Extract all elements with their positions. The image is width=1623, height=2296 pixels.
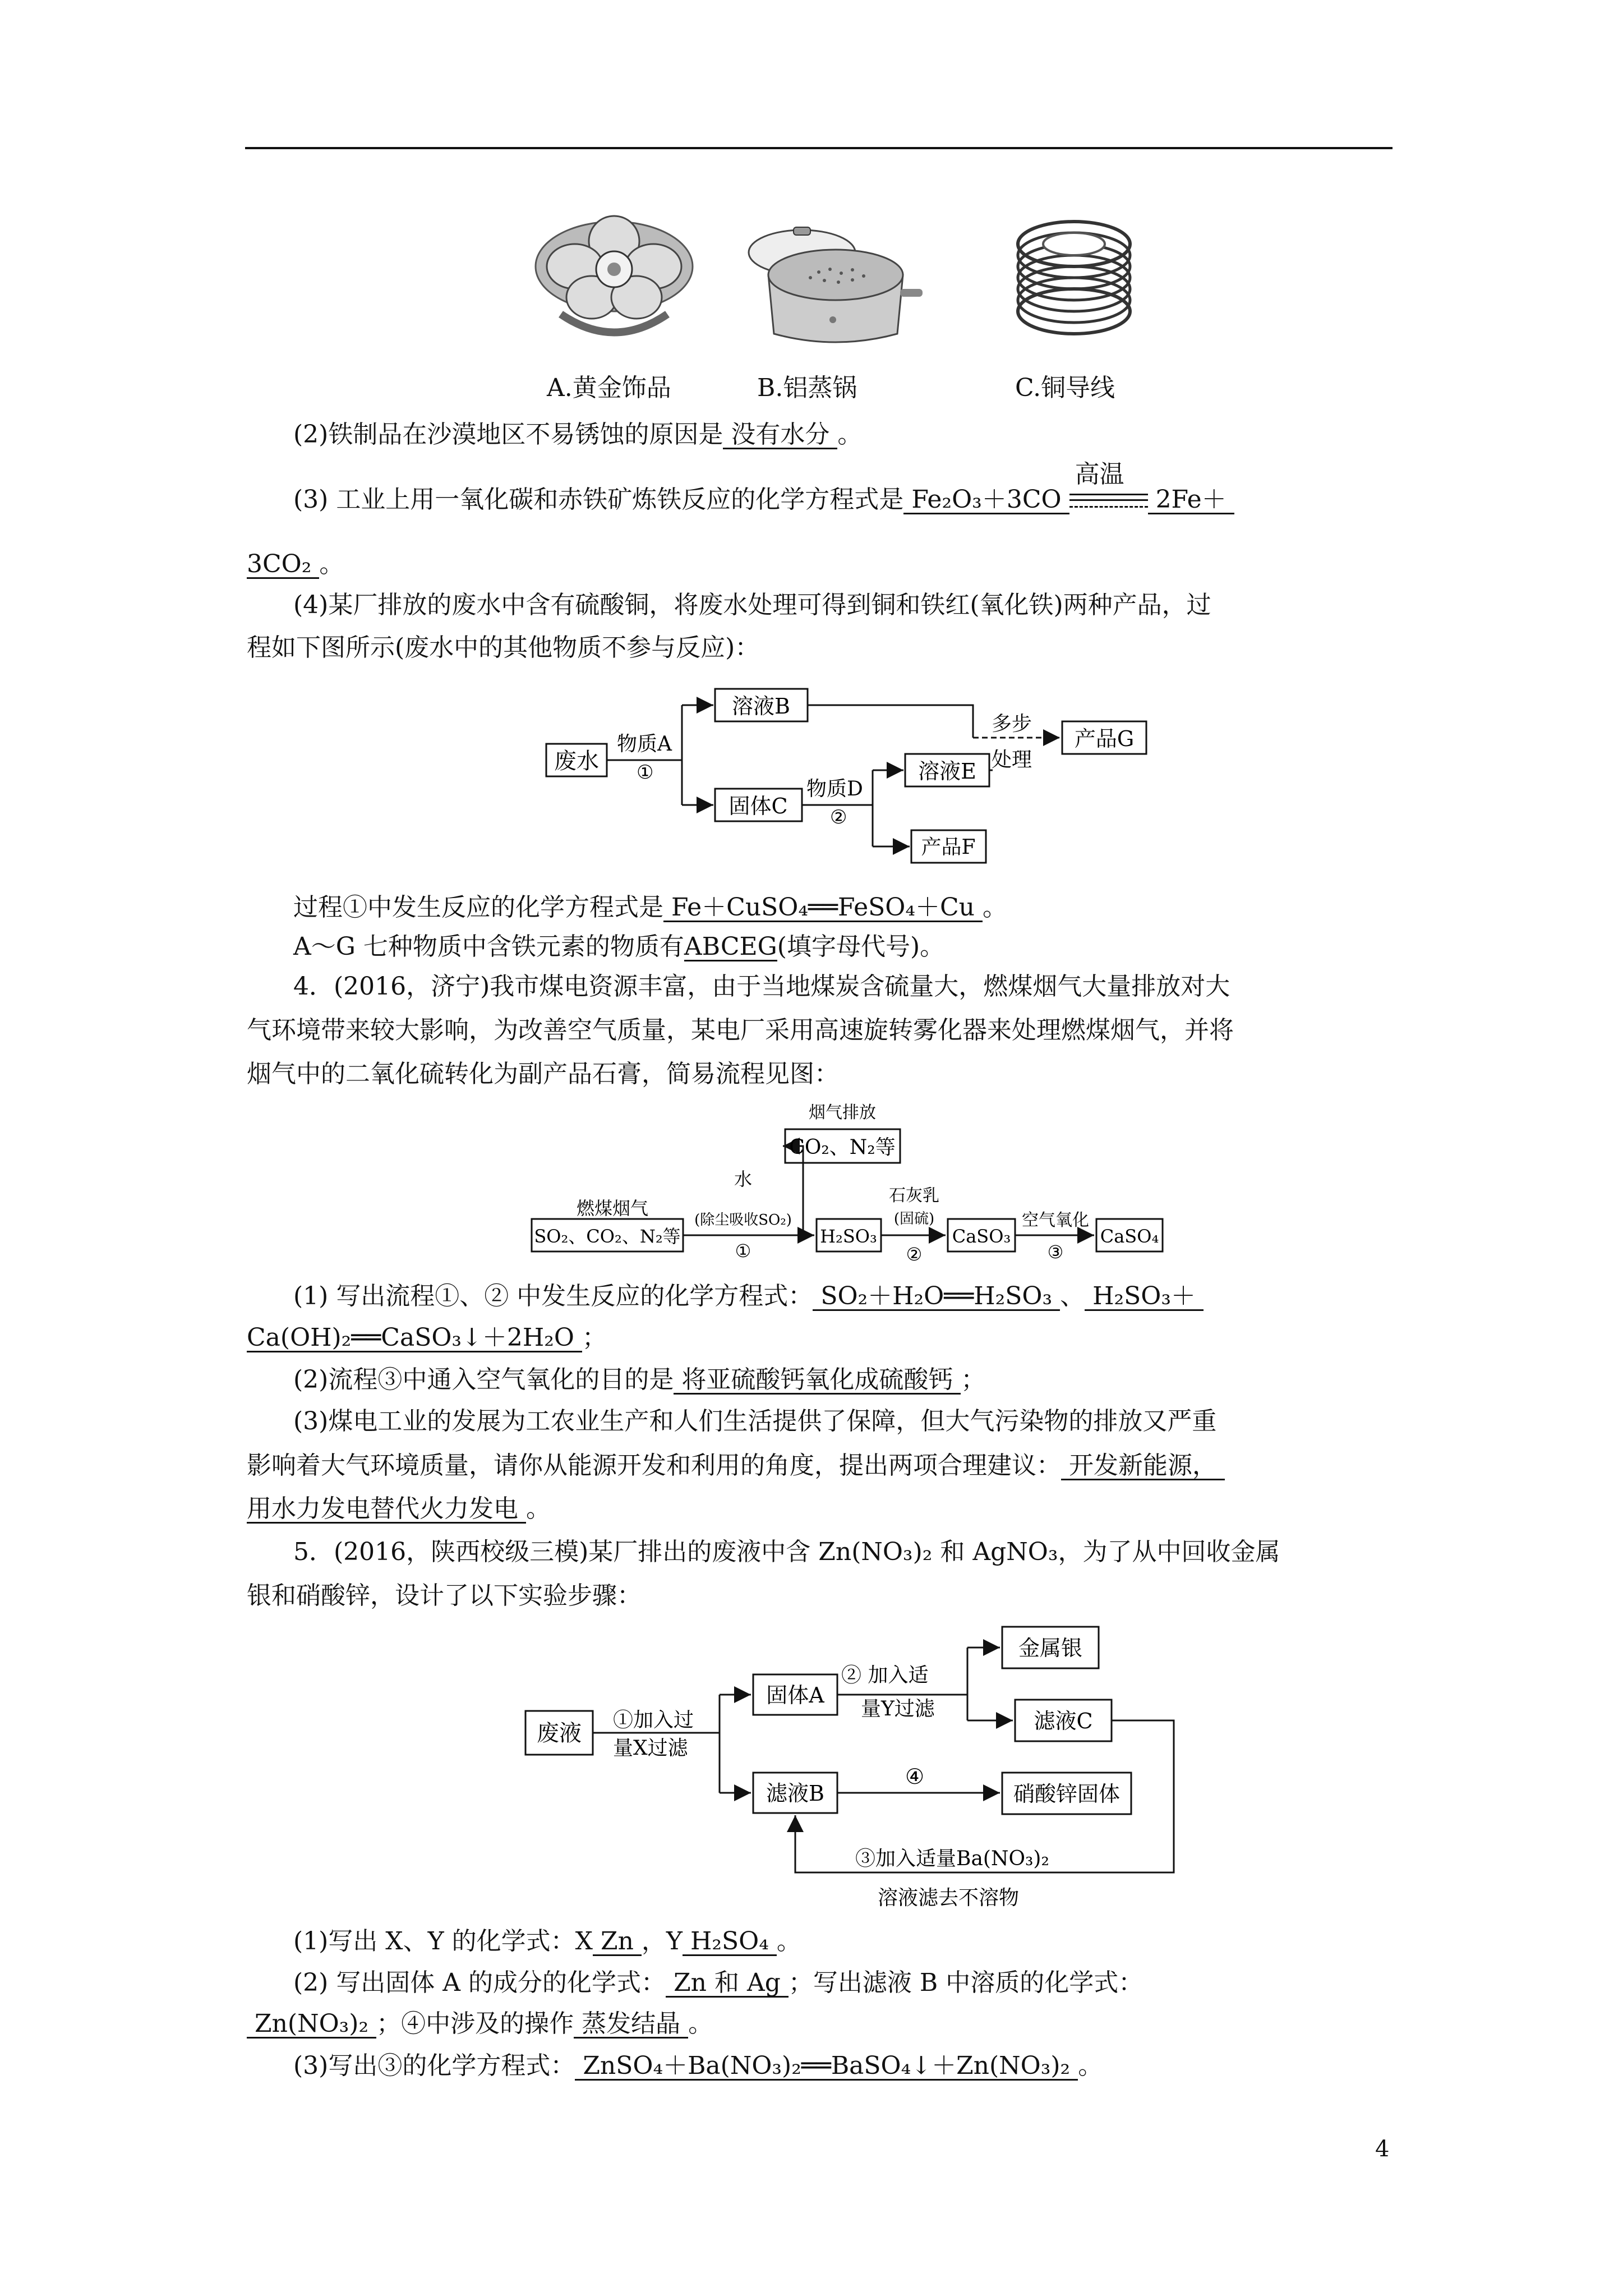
q3-p2-end: 。: [837, 420, 863, 449]
q3-part4-line2: 程如下图所示(废水中的其他物质不参与反应)：: [247, 633, 760, 662]
q3-iron-text: A～G 七种物质中含铁元素的物质有: [293, 932, 684, 961]
label-zinc-nitrate: 硝酸锌固体: [1013, 1782, 1121, 1806]
label-solution-b: 溶液B: [732, 694, 790, 719]
q5-part1: [293, 1929, 801, 1956]
label-step1-b: 量X过滤: [613, 1737, 688, 1760]
condition-label: 高温: [1075, 459, 1124, 489]
q4-p3-answer-a: 开发新能源，: [1061, 1453, 1225, 1480]
q5-p2-mid: ；写出滤液 B 中溶质的化学式：: [788, 1968, 1144, 1997]
q4-p1-answer-a: SO₂＋H₂O══H₂SO₃: [813, 1283, 1060, 1311]
q3-iron-substances: [293, 934, 944, 961]
q5-p2-mid2: ；④中涉及的操作: [376, 2009, 574, 2038]
q3-part4-line1: (4)某厂排放的废水中含有硫酸铜，将废水处理可得到铜和铁红(氧化铁)两种产品，过: [293, 591, 1211, 619]
label-product-g: 产品G: [1074, 726, 1135, 751]
label-flue-gas: 燃煤烟气: [577, 1198, 649, 1219]
q4-part1-cont: [247, 1325, 607, 1352]
flue-gas-flow-diagram: [527, 1097, 1172, 1271]
q4-p3-answer-b: 用水力发电替代火力发电: [247, 1496, 526, 1524]
q4-p1-text: (1) 写出流程①、② 中发生反应的化学方程式：: [293, 1282, 813, 1310]
image-a-caption: A.黄金饰品: [547, 374, 671, 402]
q3-p3-answer-b: 2Fe＋: [1148, 487, 1234, 514]
q3-part2: [293, 422, 862, 449]
label-step2: ②: [830, 806, 847, 829]
q4-part3-line2: [247, 1453, 1225, 1480]
label-substance-d: 物质D: [806, 777, 863, 800]
q3-proc-text: 过程①中发生反应的化学方程式是: [293, 893, 663, 922]
label-h2so3: H₂SO₃: [820, 1226, 877, 1247]
waste-liquid-flow-diagram: [519, 1621, 1186, 1913]
label-product-f: 产品F: [921, 836, 976, 859]
q3-p2-answer: 没有水分: [723, 422, 837, 449]
label-step2-a: ② 加入适: [841, 1664, 929, 1687]
q4-p1-answer-b: H₂SO₃＋: [1085, 1283, 1204, 1311]
label-co2-n2: CO₂、N₂等: [789, 1136, 896, 1159]
q3-p3-answer-c: 3CO₂: [247, 551, 319, 579]
reaction-condition: [1069, 459, 1148, 514]
label-lime: 石灰乳: [889, 1186, 939, 1205]
q4-part2: [293, 1367, 985, 1395]
label-input-gases: SO₂、CO₂、N₂等: [534, 1226, 681, 1247]
label-multi: 多步: [992, 712, 1032, 735]
q5-p3-answer: ZnSO₄＋Ba(NO₃)₂══BaSO₄↓＋Zn(NO₃)₂: [575, 2053, 1078, 2081]
image-b-caption: B.铝蒸锅: [757, 374, 857, 402]
q5-p3-end: 。: [1078, 2051, 1103, 2080]
q3-p3-text: (3) 工业上用一氧化碳和赤铁矿炼铁反应的化学方程式是: [293, 485, 904, 514]
label-water: 水: [734, 1168, 753, 1190]
q4-line2: 气环境带来较大影响，为改善空气质量，某电厂采用高速旋转雾化器来处理燃煤烟气，并将: [247, 1016, 1234, 1045]
q3-p3-answer-a: Fe₂O₃＋3CO: [903, 487, 1069, 514]
label-water-note: (除尘吸收SO₂): [694, 1212, 792, 1228]
label-substance-a: 物质A: [617, 733, 672, 756]
q4-line1: 4．(2016，济宁)我市煤电资源丰富，由于当地煤炭含硫量大，燃煤烟气大量排放对大: [293, 972, 1230, 1001]
q5-p2-answer-b: Zn(NO₃)₂: [247, 2011, 376, 2039]
q5-p1-mid: ，Y: [641, 1927, 683, 1955]
q5-p2-answer-c: 蒸发结晶: [574, 2011, 688, 2039]
label-step2-b: 量Y过滤: [861, 1697, 935, 1720]
label-solid-a: 固体A: [766, 1683, 824, 1708]
label-caso3: CaSO₃: [952, 1226, 1011, 1247]
q3-proc-answer: Fe＋CuSO₄══FeSO₄＋Cu: [663, 895, 983, 922]
label-step3: ③加入适量Ba(NO₃)₂: [855, 1847, 1049, 1870]
label-waste-liquid: 废液: [537, 1720, 582, 1746]
q3-part3-cont: [247, 551, 344, 579]
label-lime-note: (固硫): [893, 1211, 935, 1227]
q4-part3-line1: (3)煤电工业的发展为工农业生产和人们生活提供了保障，但大气污染物的排放又严重: [293, 1407, 1217, 1435]
q4-p3-end: 。: [526, 1494, 551, 1523]
q4-p1-sep: 、: [1060, 1282, 1085, 1310]
q5-p2-answer: Zn 和 Ag: [666, 1970, 789, 1998]
q5-line1: 5．(2016，陕西校级三模)某厂排出的废液中含 Zn(NO₃)₂ 和 AgNO₃，为了从中回收金属: [293, 1538, 1280, 1566]
label-exhaust: 烟气排放: [809, 1103, 876, 1122]
q4-p2-text: (2)流程③中通入空气氧化的目的是: [293, 1365, 674, 1394]
aluminum-steamer-image: [740, 222, 925, 345]
q3-part3: [293, 459, 1234, 514]
q4-p2-end: ；: [961, 1365, 986, 1394]
label-solution-e: 溶液E: [918, 759, 976, 784]
q5-part2-cont: [247, 2011, 713, 2039]
q3-iron-end: (填字母代号)。: [777, 932, 945, 961]
label-step1: ①: [735, 1240, 751, 1262]
label-step1: ①: [637, 761, 654, 784]
q3-p2-text: (2)铁制品在沙漠地区不易锈蚀的原因是: [293, 420, 723, 449]
q5-p1-text: (1)写出 X、Y 的化学式：X: [293, 1927, 593, 1955]
q5-p2-end: 。: [688, 2009, 713, 2038]
label-step3-b: 溶液滤去不溶物: [878, 1887, 1020, 1910]
q5-p1-end: 。: [776, 1927, 801, 1955]
image-c-caption: C.铜导线: [1015, 374, 1115, 402]
header-rule: [245, 147, 1393, 149]
q4-part3-line3: [247, 1496, 551, 1524]
q3-iron-answer: ABCEG: [684, 932, 777, 961]
q5-part2: [293, 1970, 1143, 1998]
q4-line3: 烟气中的二氧化硫转化为副产品石膏，简易流程见图：: [247, 1060, 839, 1088]
label-waste: 废水: [554, 748, 599, 774]
label-solid-c: 固体C: [728, 794, 788, 818]
q4-p1-end: ；: [582, 1323, 607, 1352]
copper-wire-image: [1012, 216, 1136, 345]
q5-p1-x: Zn: [593, 1929, 642, 1956]
q4-part1: [293, 1283, 1204, 1311]
q5-p2-text: (2) 写出固体 A 的成分的化学式：: [293, 1968, 666, 1997]
label-process: 处理: [992, 748, 1032, 771]
q5-part3: [293, 2053, 1103, 2081]
q4-p2-answer: 将亚硫酸钙氧化成硫酸钙: [674, 1367, 961, 1395]
label-filtrate-b: 滤液B: [766, 1781, 824, 1806]
q3-proc-end: 。: [983, 893, 1008, 922]
label-step3: ③: [1047, 1241, 1064, 1263]
label-caso4: CaSO₄: [1100, 1226, 1159, 1247]
page-number: 4: [1375, 2136, 1390, 2162]
label-filtrate-c: 滤液C: [1034, 1709, 1093, 1733]
q3-process-eq: [293, 895, 1007, 922]
wastewater-flow-diagram: [538, 684, 1150, 875]
gold-ring-image: [527, 210, 701, 345]
q3-p3-end: 。: [319, 550, 344, 578]
q5-line2: 银和硝酸锌，设计了以下实验步骤：: [247, 1581, 642, 1610]
label-step2: ②: [906, 1244, 923, 1265]
label-step1-a: ①加入过: [613, 1709, 694, 1732]
label-air-oxidation: 空气氧化: [1022, 1211, 1089, 1230]
q5-p1-y: H₂SO₄: [683, 1929, 777, 1956]
label-step4: ④: [905, 1764, 925, 1789]
q5-p3-text: (3)写出③的化学方程式：: [293, 2051, 575, 2080]
q4-p3-text: 影响着大气环境质量，请你从能源开发和利用的角度，提出两项合理建议：: [247, 1451, 1061, 1480]
label-silver: 金属银: [1018, 1636, 1083, 1660]
q4-p1-answer-c: Ca(OH)₂══CaSO₃↓＋2H₂O: [247, 1325, 582, 1352]
